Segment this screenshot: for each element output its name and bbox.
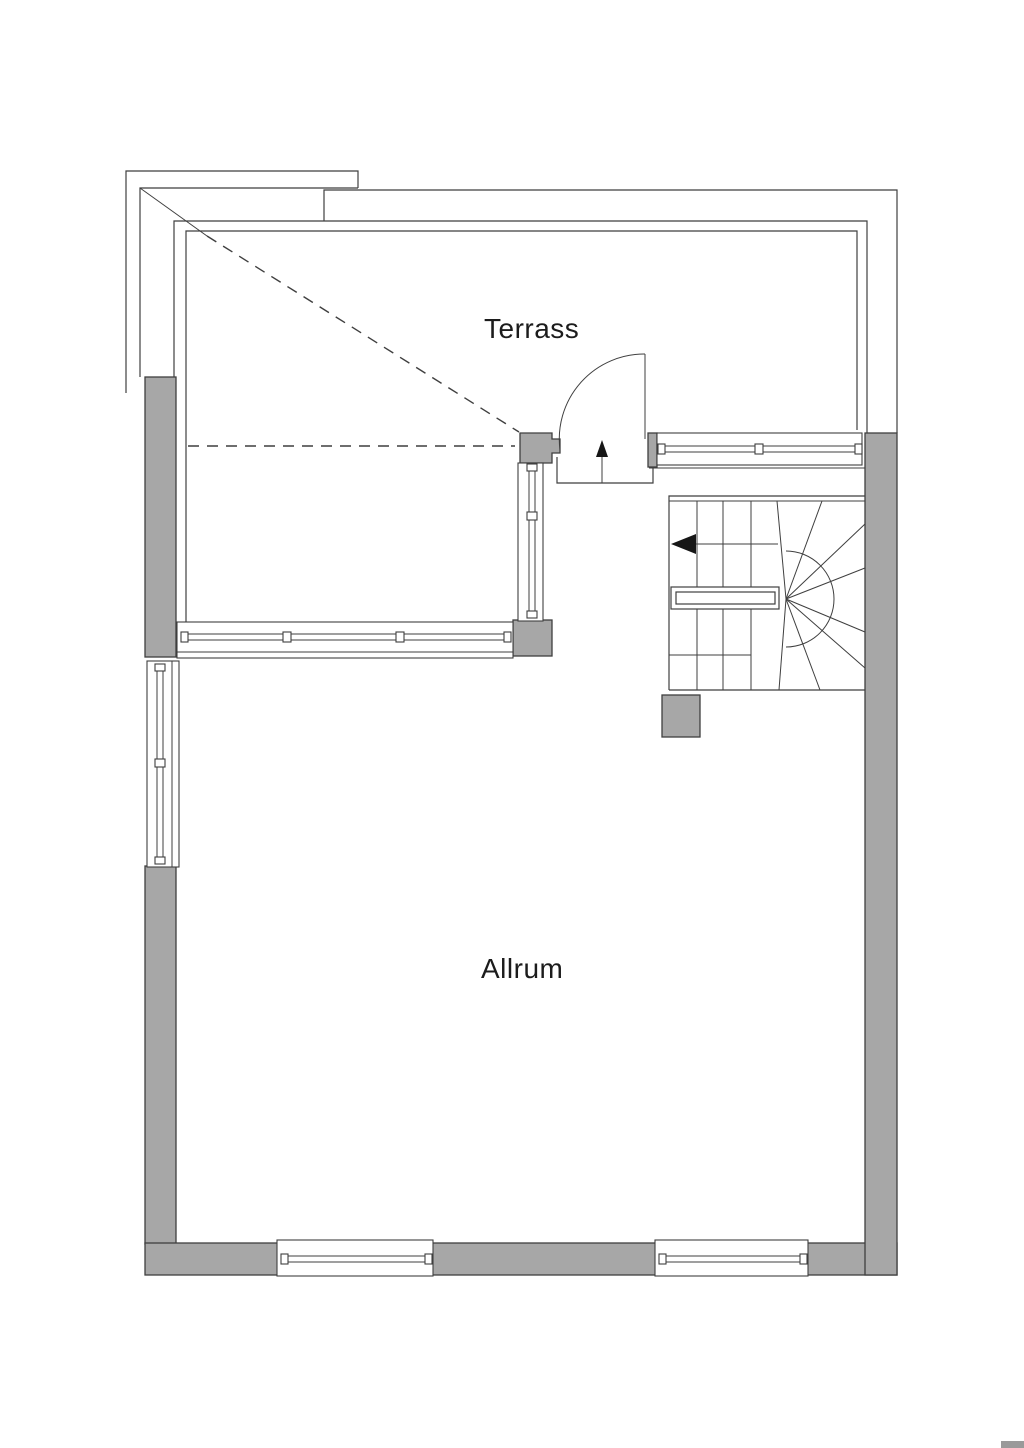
staircase	[669, 496, 865, 690]
room-label-terrass: Terrass	[484, 313, 580, 344]
terrace-deck-outline	[126, 171, 897, 622]
window-bottom-left	[277, 1240, 433, 1276]
entry-direction-arrow-icon	[596, 440, 608, 483]
door-jamb-right	[648, 433, 657, 467]
stair-handrail	[671, 587, 779, 609]
room-label-allrum: Allrum	[481, 953, 564, 984]
wall-left-lower	[145, 866, 176, 1244]
window-mid-row	[177, 622, 513, 658]
wall-right	[865, 433, 897, 1275]
wall-pier-mid	[513, 620, 552, 656]
window-left-vertical	[147, 661, 179, 867]
terrace-door	[559, 354, 645, 450]
window-bottom-right	[655, 1240, 808, 1276]
window-entry-vertical	[518, 463, 543, 621]
stair-direction-arrow-icon	[671, 534, 778, 554]
corner-mark	[1001, 1441, 1024, 1448]
wall-left-upper	[145, 377, 176, 657]
window-terrace-right	[649, 433, 865, 468]
door-swing-arc	[559, 354, 645, 450]
wall-stub-stair	[662, 695, 700, 737]
terrace-boundary-dashed-lines	[140, 188, 519, 446]
entry-landing	[557, 440, 653, 483]
door-jamb-left	[520, 433, 560, 463]
stair-winder-fan	[777, 501, 865, 690]
